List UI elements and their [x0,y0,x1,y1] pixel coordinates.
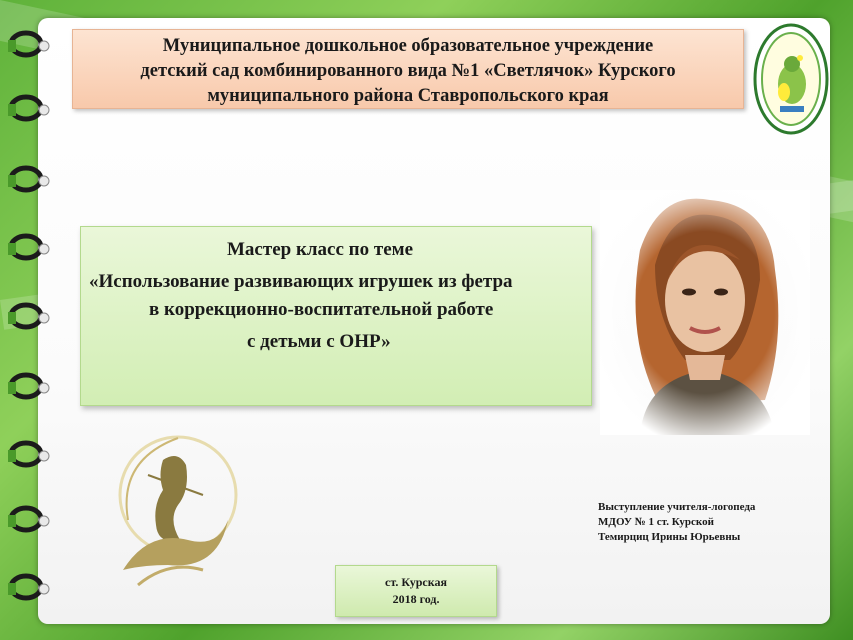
kindergarten-logo [752,22,830,136]
theme-line-3: в коррекционно-воспитательной работе [149,299,494,320]
speaker-line-3: Темирциц Ирины Юрьевны [598,531,741,543]
spiral-ring-icon [8,302,50,330]
header-line-3: муниципального района Ставропольского края [207,86,609,106]
place-year-box [335,565,497,617]
spiral-ring-icon [8,233,50,261]
spiral-ring-icon [8,505,50,533]
speaker-info [598,500,755,545]
speaker-line-2: МДОУ № 1 ст. Курской [598,516,714,528]
theme-line-2: «Использование развивающих игрушек из фетра [89,271,513,292]
spiral-ring-icon [8,165,50,193]
header-line-1: Муниципальное дошкольное образовательное учреждение [162,36,654,56]
spiral-ring-icon [8,30,50,58]
place-line: ст. Курская [385,575,447,589]
speaker-portrait-photo [600,190,810,435]
institution-header [72,29,744,109]
spiral-ring-icon [8,440,50,468]
golden-emblem-decoration [108,420,238,595]
year-line: 2018 год. [392,592,440,606]
spiral-ring-icon [8,372,50,400]
theme-line-1: Мастер класс по теме [227,239,414,260]
masterclass-title-box [80,226,592,406]
speaker-line-1: Выступление учителя-логопеда [598,501,756,513]
header-line-2: детский сад комбинированного вида №1 «Светлячок» Курского [140,61,676,81]
theme-line-4: с детьми с ОНР» [247,331,391,352]
spiral-ring-icon [8,94,50,122]
spiral-ring-icon [8,573,50,601]
